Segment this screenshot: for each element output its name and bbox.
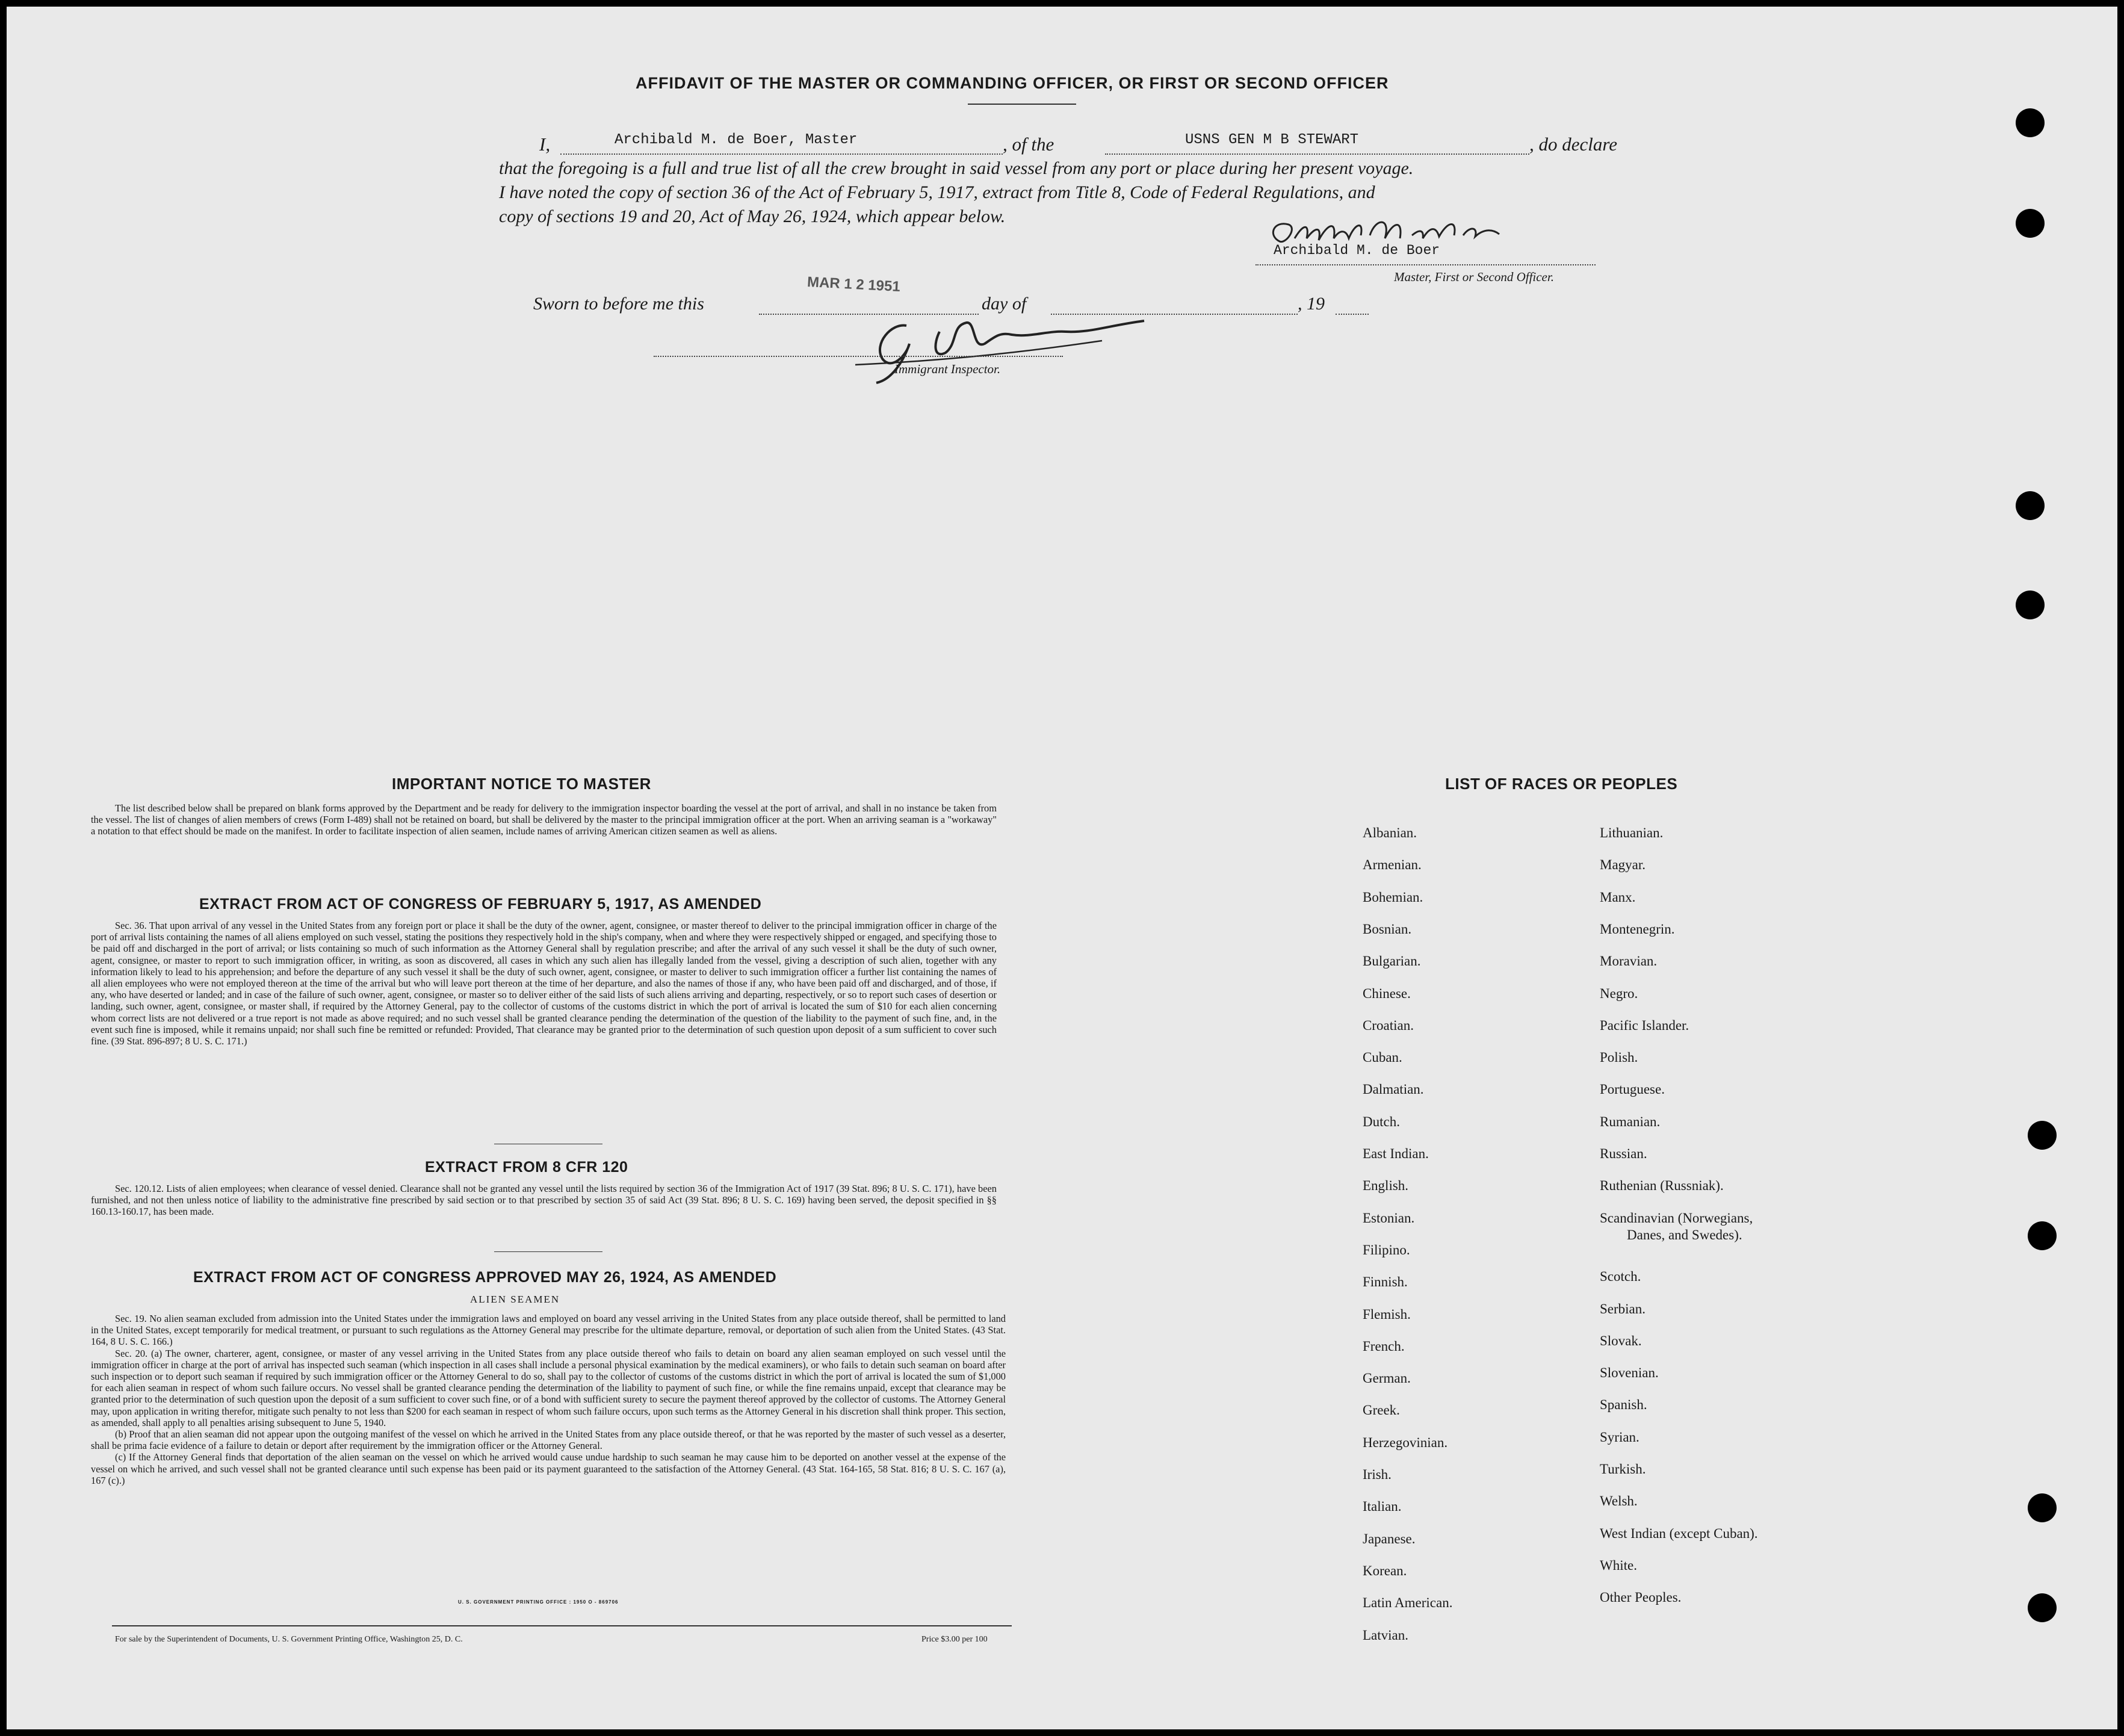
race-item: Polish. [1600, 1050, 1638, 1065]
punch-hole [2028, 1121, 2057, 1150]
affidavit-of-the: , of the [1003, 134, 1054, 155]
extract-cfr-heading: EXTRACT FROM 8 CFR 120 [425, 1159, 628, 1176]
vessel-name: USNS GEN M B STEWART [1185, 132, 1359, 148]
extract-1924-heading: EXTRACT FROM ACT OF CONGRESS APPROVED MAY 26, 1924, AS AMENDED [193, 1269, 777, 1286]
affidavit-line-3: I have noted the copy of section 36 of the Act of February 5, 1917, extract from Title 8, Code of Federal Regulations, and [499, 182, 1375, 202]
race-item: Spanish. [1600, 1397, 1647, 1413]
section-19-paragraph: Sec. 19. No alien seaman excluded from admission into the United States under the immigration laws and employed on board any vessel arriving in the United States from any place outside thereof, shall be permitted to land in the United States, except temporarily for medical treatment, or pursuant to such regulations as the Attorney General may prescribe for the ultimate departure, removal, or deportation of such alien from the United States. (43 Stat. 164, 8 U. S. C. 166.) [91, 1313, 1006, 1348]
race-item: Lithuanian. [1600, 825, 1664, 840]
race-item: Moravian. [1600, 953, 1658, 969]
punch-hole [2028, 1221, 2057, 1250]
race-item: Negro. [1600, 985, 1638, 1001]
race-item: Herzegovinian. [1363, 1434, 1448, 1450]
race-item: Greek. [1363, 1403, 1400, 1418]
divider-rule [494, 1251, 602, 1252]
footer-rule [112, 1625, 1012, 1626]
race-item: Portuguese. [1600, 1082, 1665, 1097]
race-item: Slovak. [1600, 1333, 1642, 1348]
alien-seamen-subheading: ALIEN SEAMEN [470, 1294, 560, 1305]
affidavit-declare: , do declare [1529, 134, 1618, 155]
race-item: Armenian. [1363, 857, 1422, 873]
notice-text [91, 802, 997, 837]
price-footer: Price $3.00 per 100 [921, 1635, 988, 1644]
typed-signature: Archibald M. de Boer [1274, 243, 1440, 258]
day-of-label: day of [982, 294, 1027, 314]
race-item: Scotch. [1600, 1269, 1641, 1285]
race-item: Albanian. [1363, 825, 1417, 840]
notice-paragraph: The list described below shall be prepared on blank forms approved by the Department and be ready for delivery to the immigration inspector boarding the vessel at the port of arrival, and shall in no instance be taken from the vessel. The list of changes of alien members of crews (Form I-489) shall not be retained on board, but shall be delivered by the master to the principal immigration officer at the port. When an arriving seaman is a "workaway" a notation to that effect should be made on the manifest. In order to facilitate inspection of alien seamen, include names of arriving American citizen seamen as well as aliens. [91, 802, 997, 837]
document-page [7, 7, 2117, 1729]
punch-hole [2028, 1493, 2057, 1522]
race-item: Montenegrin. [1600, 921, 1675, 937]
race-item: Ruthenian (Russniak). [1600, 1178, 1724, 1194]
race-item: Chinese. [1363, 985, 1411, 1001]
race-item: East Indian. [1363, 1146, 1429, 1161]
date-stamp: MAR 1 2 1951 [807, 273, 901, 296]
sale-footer: For sale by the Superintendent of Documents, U. S. Government Printing Office, Washington 25, D. C. [115, 1635, 463, 1644]
race-item: French. [1363, 1338, 1405, 1354]
affidavit-line-4: copy of sections 19 and 20, Act of May 26, 1924, which appear below. [499, 206, 1006, 226]
race-item: Manx. [1600, 889, 1636, 905]
signature-caption: Master, First or Second Officer. [1394, 270, 1554, 284]
race-item: Korean. [1363, 1563, 1407, 1578]
vessel-dotted-line [1105, 153, 1529, 155]
race-item: English. [1363, 1178, 1409, 1194]
race-item: Slovenian. [1600, 1365, 1659, 1381]
race-item: Croatian. [1363, 1017, 1414, 1033]
race-item: Japanese. [1363, 1531, 1416, 1546]
notice-heading: IMPORTANT NOTICE TO MASTER [392, 775, 651, 793]
race-item: White. [1600, 1557, 1637, 1573]
race-item: Bosnian. [1363, 921, 1412, 937]
race-item: Pacific Islander. [1600, 1017, 1689, 1033]
race-item: Scandinavian (Norwegians, [1600, 1210, 1753, 1226]
year-dotted-line [1336, 314, 1369, 315]
inspector-caption: Immigrant Inspector. [894, 362, 1001, 376]
extract-1924-text [91, 1313, 1006, 1486]
extract-cfr-paragraph: Sec. 120.12. Lists of alien employees; when clearance of vessel denied. Clearance shall not be granted any vessel until the lists required by section 36 of the Immigration Act of 1917 (39 Stat. 896; 8 U. S. C. 171), have been furnished, and not then unless notice of liability to the administrative fine prescribed by said section or to that prescribed by section 35 of said Act (39 Stat. 896; 8 U. S. C. 169) having been served, the deposit specified in §§ 160.13-160.17, has been made. [91, 1183, 997, 1218]
race-item: German. [1363, 1371, 1411, 1386]
race-item: Serbian. [1600, 1301, 1646, 1316]
race-item: Flemish. [1363, 1306, 1411, 1322]
race-item: Dalmatian. [1363, 1082, 1424, 1097]
inspector-dotted-line [654, 356, 1063, 357]
race-item: Cuban. [1363, 1050, 1402, 1065]
gpo-imprint: U. S. GOVERNMENT PRINTING OFFICE : 1950 O - 869706 [458, 1599, 619, 1605]
year-prefix: , 19 [1298, 294, 1325, 314]
race-item: Welsh. [1600, 1493, 1638, 1509]
punch-hole [2016, 209, 2045, 238]
extract-1917-text [91, 920, 997, 1047]
race-item: Magyar. [1600, 857, 1646, 873]
race-item: Bulgarian. [1363, 953, 1421, 969]
affidavit-i: I, [539, 134, 551, 155]
race-item: Other Peoples. [1600, 1590, 1682, 1605]
race-item: Italian. [1363, 1499, 1402, 1514]
punch-hole [2016, 591, 2045, 619]
section-20b-paragraph: (b) Proof that an alien seaman did not appear upon the outgoing manifest of the vessel on which he arrived in the United States from any place outside thereof, or that he was reported by the master of such vessel as a deserter, shall be prima facie evidence of a failure to detain or deport after requirement by the immigration officer or the Attorney General. [91, 1428, 1006, 1452]
race-item: Bohemian. [1363, 889, 1423, 905]
extract-1917-paragraph: Sec. 36. That upon arrival of any vessel in the United States from any foreign port or place it shall be the duty of the owner, agent, consignee, or master thereof to deliver to the principal immigration officer in charge of the port of arrival lists containing the names of all aliens employed on such vessel, stating the positions they respectively hold in the ship's company, when and where they were respectively shipped or engaged, and specifying those to be paid off and discharged in the port of arrival; or lists containing so much of such information as the Attorney General shall by regulation prescribe; and after the arrival of any such vessel it shall be the duty of such owner, agent, consignee, or master to report to such immigration officer, in writing, as soon as discovered, all cases in which any such alien has illegally landed from the vessel, giving a description of such alien, together with any information likely to lead to his apprehension; and before the departure of any such vessel it shall be the duty of such owner, agent, consignee, or master to deliver to such immigration officer a further list containing the names of all alien employees who were not employed thereon at the time of the arrival but who will leave port thereon at the time of her departure, and also the names of those if any, who have been paid off and discharged, and of those, if any, who have deserted or landed; and in case of the failure of such owner, agent, consignee, or master so to deliver either of the said lists of such aliens arriving and departing, respectively, or so to report such cases of desertion or landing, such owner, agent, consignee, or master shall, if required by the Attorney General, pay to the collector of customs of the customs district in which the port of arrival is located the sum of $10 for each alien concerning whom correct lists are not delivered or a true report is not made as above required; and no such vessel shall be granted clearance pending the determination of the question of the liability to the payment of such fine, and, in the event such fine is imposed, while it remains unpaid; nor shall such fine be remitted or refunded: Provided, That clearance may be granted prior to the determination of such question upon deposit of a sum sufficient to cover such fine. (39 Stat. 896-897; 8 U. S. C. 171.) [91, 920, 997, 1047]
race-item: Russian. [1600, 1146, 1647, 1161]
race-item: Latvian. [1363, 1627, 1408, 1643]
name-dotted-line [560, 153, 1003, 155]
extract-cfr-text [91, 1183, 997, 1218]
master-name: Archibald M. de Boer, Master [615, 132, 858, 148]
sworn-label: Sworn to before me this [533, 294, 704, 314]
race-item: Dutch. [1363, 1114, 1400, 1129]
section-20c-paragraph: (c) If the Attorney General finds that deportation of the alien seaman on the vessel on which he arrived would cause undue hardship to such seaman he may cause him to be deported on another vessel at the expense of the vessel on which he arrived, and such vessel shall not be granted clearance until such expense has been paid or its payment guaranteed to the satisfaction of the Attorney General. (43 Stat. 164-165, 58 Stat. 816; 8 U. S. C. 167 (a), 167 (c).) [91, 1451, 1006, 1486]
race-item: Irish. [1363, 1467, 1392, 1482]
punch-hole [2016, 108, 2045, 137]
signature-dotted-line [1256, 264, 1596, 265]
race-item: Estonian. [1363, 1210, 1415, 1226]
affidavit-title: AFFIDAVIT OF THE MASTER OR COMMANDING OFFICER, OR FIRST OR SECOND OFFICER [636, 74, 1389, 92]
race-item: Danes, and Swedes). [1627, 1227, 1742, 1242]
races-heading: LIST OF RACES OR PEOPLES [1445, 775, 1678, 793]
affidavit-line-2: that the foregoing is a full and true list of all the crew brought in said vessel from any port or place during her present voyage. [499, 158, 1414, 178]
punch-hole [2016, 491, 2045, 520]
race-item: Rumanian. [1600, 1114, 1661, 1129]
title-rule [968, 104, 1076, 105]
section-20a-paragraph: Sec. 20. (a) The owner, charterer, agent, consignee, or master of any vessel arriving in the United States from any place outside thereof who fails to detain on board any alien seaman employed on such vessel until the immigration officer in charge at the port of arrival has inspected such seaman (which inspection in all cases shall include a personal physical examination by the medical examiners), or who fails to detain such seaman on board after such inspection or to deport such seaman if required by such immigration officer or the Attorney General to do so, shall pay to the collector of customs of the customs district in which the port of arrival is located the sum of $1,000 for each alien seaman in respect of whom such failure occurs. No vessel shall be granted clearance pending the determination of the liability to payment of such fine, or while the fine remains unpaid, except that clearance may be granted prior to the determination of such question upon the deposit of a sum sufficient to cover such fine, or of a bond with sufficient surety to secure the payment thereof approved by the collector of customs. The Attorney General may, upon application in writing therefor, mitigate such penalty to not less than $200 for each seaman in respect of whom such failure occurs, upon such terms as the Attorney General in his discretion shall think proper. This section, as amended, shall apply to all penalties arising subsequent to June 5, 1940. [91, 1347, 1006, 1428]
race-item: Latin American. [1363, 1595, 1453, 1611]
race-item: Syrian. [1600, 1429, 1639, 1445]
extract-1917-heading: EXTRACT FROM ACT OF CONGRESS OF FEBRUARY 5, 1917, AS AMENDED [199, 896, 762, 913]
race-item: Turkish. [1600, 1462, 1646, 1477]
race-item: Finnish. [1363, 1274, 1408, 1290]
race-item: West Indian (except Cuban). [1600, 1525, 1758, 1541]
race-item: Filipino. [1363, 1242, 1410, 1257]
punch-hole [2028, 1593, 2057, 1622]
